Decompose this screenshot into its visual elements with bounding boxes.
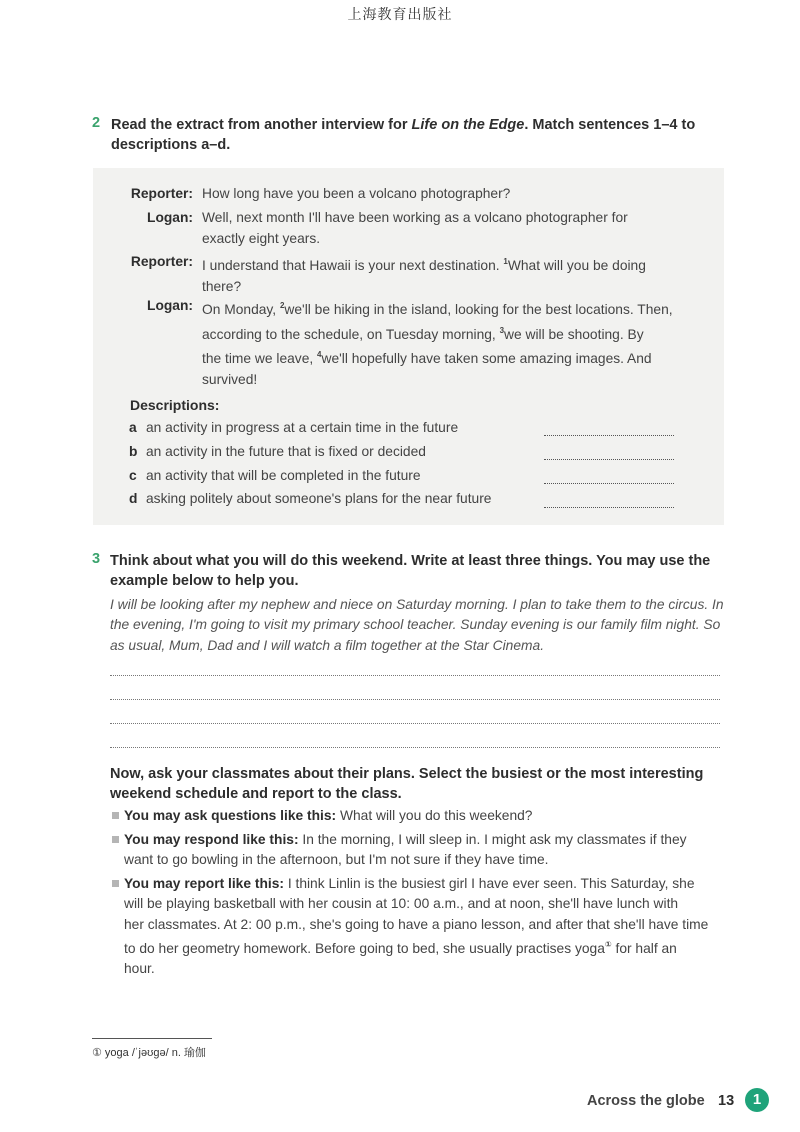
writing-line[interactable] [110,723,720,724]
sentence-number-1: 1 [503,257,508,266]
speaker-reporter: Reporter: [130,186,193,201]
followup-instruction: Now, ask your classmates about their plans. Select the busiest or the most interesting weekend schedule and report to the class. [110,766,704,802]
writing-line[interactable] [110,699,720,700]
speaker-logan: Logan: [147,210,193,225]
bullet-square-icon [112,812,119,819]
footnote: ① yoga /ˈjəʊgə/ n. 瑜伽 [92,1047,206,1059]
answer-blank-c[interactable] [544,483,674,484]
example-paragraph: I will be looking after my nephew and niece on Saturday morning. I plan to take them to the circus. In the evening, I'm going to visit my primary school teacher. Sunday evening is our family film night. So as usual, Mum, Dad and I will watch a film together at the Star Cinema. [110,597,724,653]
sentence-number-2: 2 [279,301,285,310]
sentence-number-3: 3 [499,325,505,335]
speaker-reporter: Reporter: [130,254,193,269]
bullet-square-icon [112,880,119,887]
question-2-number: 2 [92,115,101,131]
writing-line[interactable] [110,747,720,748]
bullet-square-icon [112,836,119,843]
unit-badge: 1 [745,1088,769,1112]
page-number: 13 [718,1093,735,1109]
question-3-instruction: Think about what you will do this weekend. Write at least three things. You may use the example below to help you. [110,553,711,589]
answer-blank-d[interactable] [544,507,674,508]
descriptions-title: Descriptions: [130,397,220,413]
answer-blank-b[interactable] [544,459,674,460]
answer-blank-a[interactable] [544,435,674,436]
description-d: d asking politely about someone's plans for the near future [129,491,492,506]
description-b: b an activity in the future that is fixed or decided [129,444,426,459]
description-a: a an activity in progress at a certain time in the future [129,420,459,435]
speaker-logan: Logan: [147,298,193,313]
dialogue-box: Reporter: How long have you been a volcano photographer? Logan: Well, next month I'll have been working as a volcano photographer for exactly eight years. Reporter: I understand that Hawaii is your next destination. $^1$What will you be doing there? Logan: On Monday, $^2$we'll be hiking in the island, looking for the best locations. Then, according to the schedule, on Tuesday morning, $^3$we will be shooting. By the time we leave, $^4$we'll hopefully have taken some amazing images. And survived! Descriptions: a an activity in progress at a certain time in the future b an activity in the future that is fixed or decided c an activity that will be completed in the future d asking politely about someone's plans for the near future [93,168,724,525]
footnote-divider [92,1038,212,1039]
footer-section-title: Across the globe [587,1093,705,1109]
writing-line[interactable] [110,675,720,676]
sentence-number-4: 4 [317,350,322,359]
publisher-name: 上海教育出版社 [347,7,453,23]
footnote-marker: ① [604,939,612,949]
question-2-instruction: Read the extract from another interview for Life on the Edge. Match sentences 1–4 to descriptions a–d. [111,117,696,153]
question-3-number: 3 [92,551,101,567]
description-c: c an activity that will be completed in the future [129,468,421,483]
